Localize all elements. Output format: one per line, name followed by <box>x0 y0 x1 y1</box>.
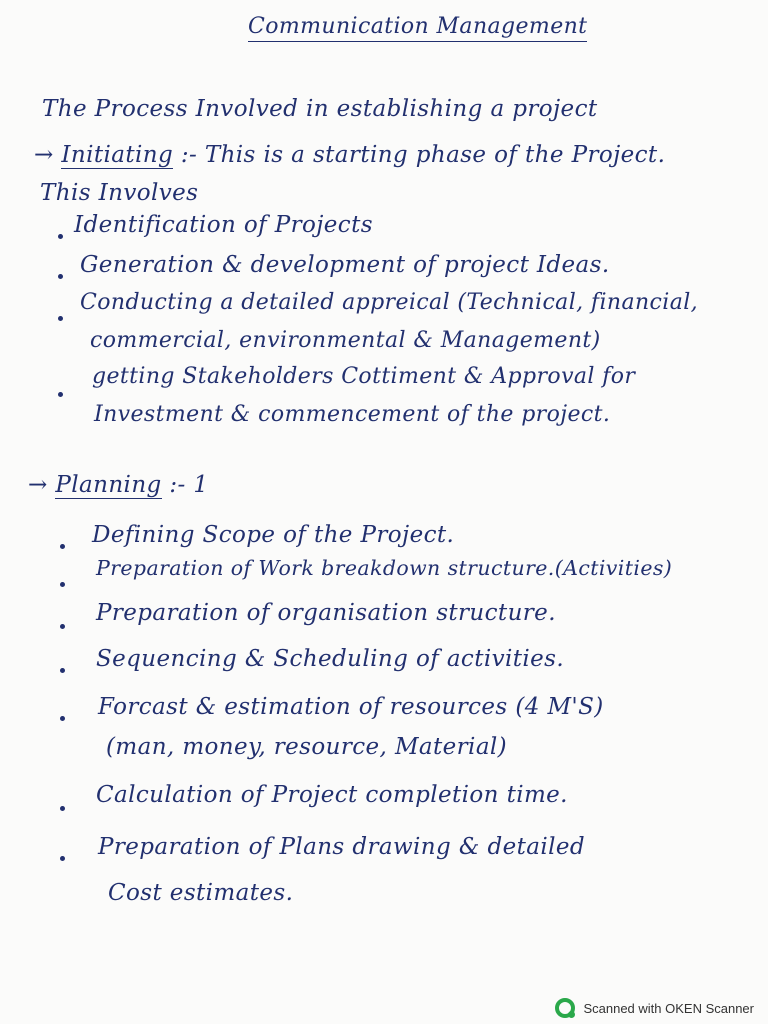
list-item: Sequencing & Scheduling of activities. <box>96 646 565 672</box>
initiating-line <box>34 142 665 168</box>
planning-line <box>28 472 208 498</box>
scanner-watermark <box>555 998 754 1018</box>
list-item: getting Stakeholders Cottiment & Approval for <box>92 364 636 389</box>
list-item: Preparation of organisation structure. <box>96 600 556 626</box>
list-item-continued: commercial, environmental & Management) <box>90 328 601 353</box>
list-item: Calculation of Project completion time. <box>96 782 568 808</box>
bullet-icon <box>60 582 65 587</box>
planning-heading: Planning <box>55 472 162 498</box>
bullet-icon <box>60 716 65 721</box>
planning-text: :- 1 <box>169 472 209 498</box>
arrow-icon: → <box>34 142 54 168</box>
list-item: Generation & development of project Ideas. <box>80 252 610 278</box>
scanner-logo-icon <box>555 998 575 1018</box>
initiating-heading: Initiating <box>61 142 174 168</box>
arrow-icon: → <box>28 472 48 498</box>
list-item: Identification of Projects <box>74 212 373 238</box>
list-item-continued: (man, money, resource, Material) <box>106 734 508 760</box>
intro-line: The Process Involved in establishing a project <box>42 96 598 122</box>
list-item: Forcast & estimation of resources (4 M'S) <box>98 694 604 720</box>
list-item: Preparation of Work breakdown structure.(Activities) <box>96 556 673 580</box>
list-item: Conducting a detailed appreical (Technical, financial, <box>80 290 699 315</box>
bullet-icon <box>60 806 65 811</box>
bullet-icon <box>60 856 65 861</box>
involves-line: This Involves <box>40 180 199 206</box>
initiating-text: :- This is a starting phase of the Project. <box>180 142 666 168</box>
list-item: Preparation of Plans drawing & detailed <box>98 834 585 860</box>
bullet-icon <box>58 274 63 279</box>
bullet-icon <box>58 392 63 397</box>
bullet-icon <box>60 624 65 629</box>
bullet-icon <box>60 544 65 549</box>
scanner-watermark-text: Scanned with OKEN Scanner <box>583 1000 754 1016</box>
bullet-icon <box>58 234 63 239</box>
list-item: Defining Scope of the Project. <box>92 522 455 548</box>
list-item-continued: Investment & commencement of the project. <box>94 402 611 427</box>
bullet-icon <box>58 316 63 321</box>
page-title: Communication Management <box>248 14 587 42</box>
list-item-continued: Cost estimates. <box>108 880 294 906</box>
bullet-icon <box>60 668 65 673</box>
